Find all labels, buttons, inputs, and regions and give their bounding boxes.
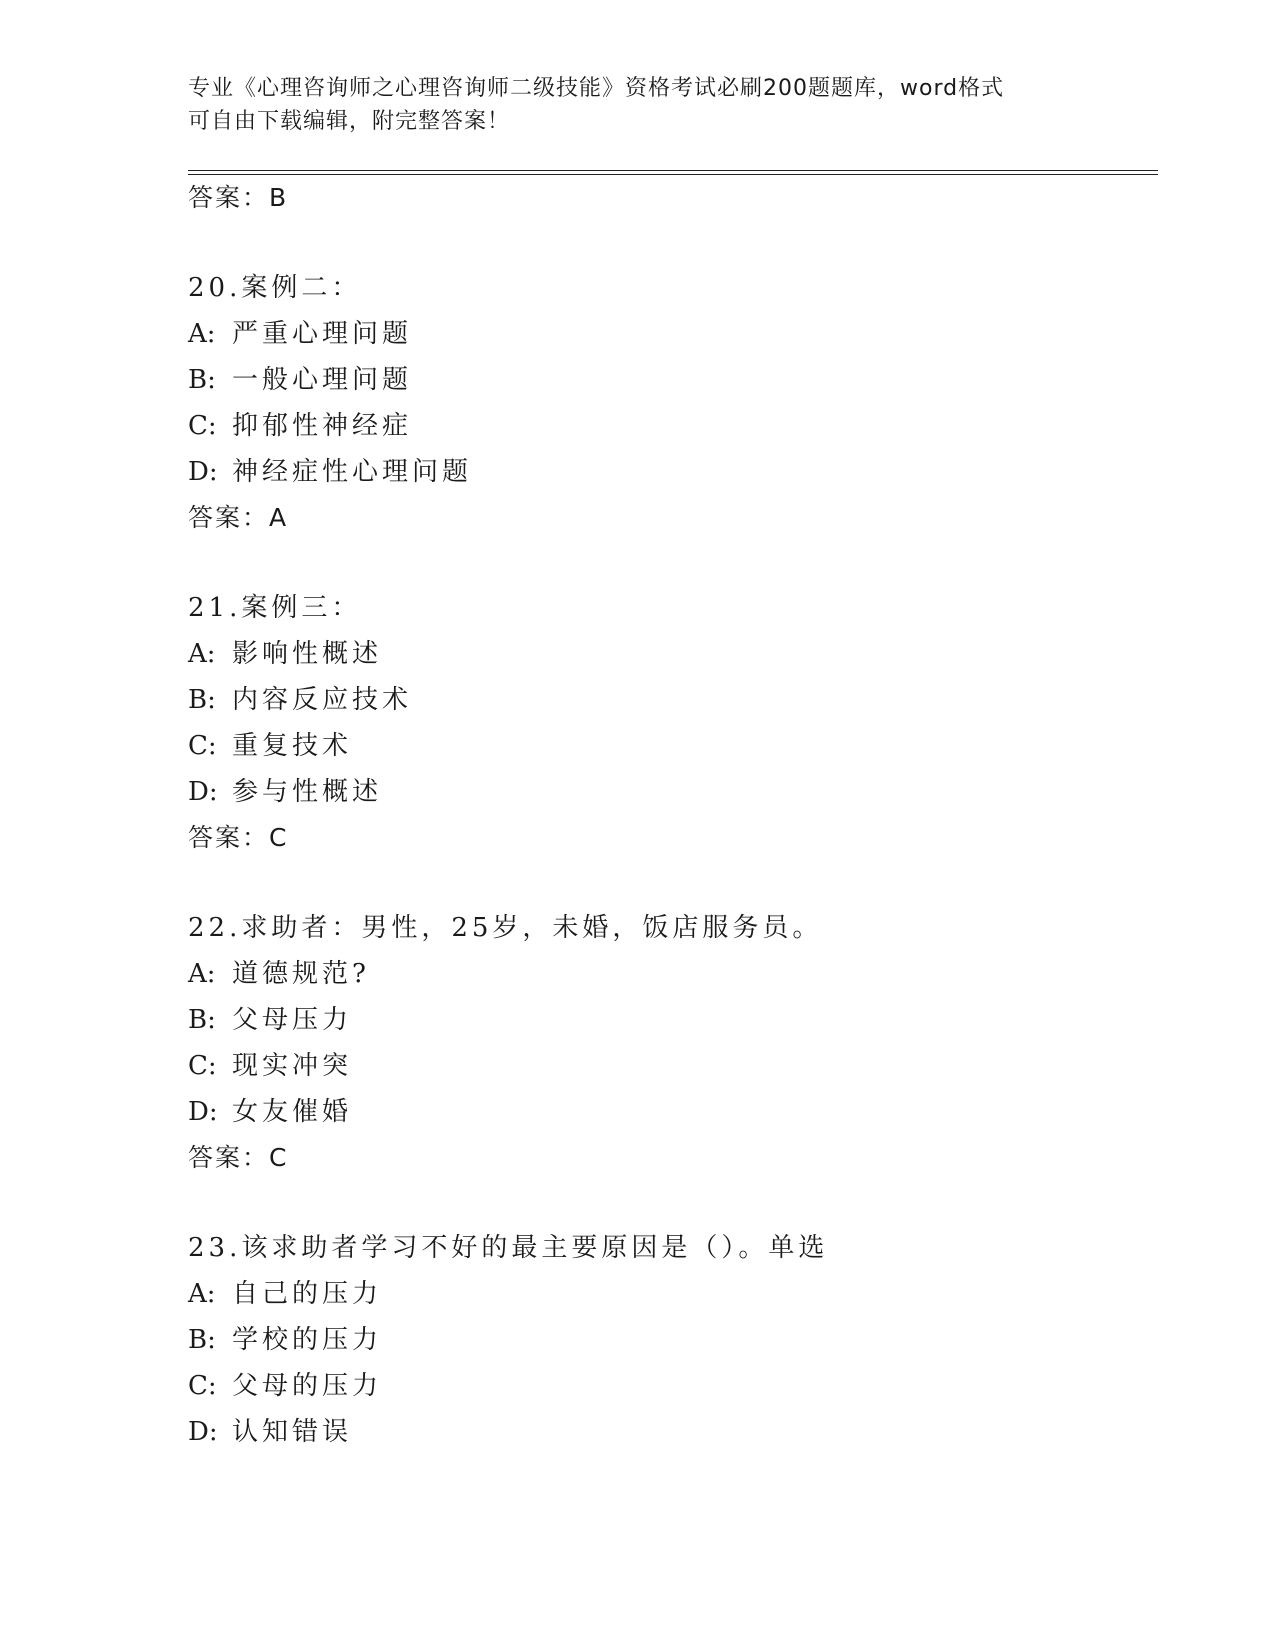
option-letter: C: xyxy=(188,411,217,441)
option-letter: C: xyxy=(188,1371,217,1401)
question-stem: 20.案例二： xyxy=(188,273,362,303)
option-letter: B: xyxy=(188,365,216,395)
option-text: 重复技术 xyxy=(232,731,353,761)
option-c xyxy=(188,723,1158,769)
document-header xyxy=(188,72,1088,138)
option-letter: A: xyxy=(188,1279,216,1309)
answer-label: 答案：A xyxy=(188,503,289,532)
option-letter: D: xyxy=(188,457,218,487)
option-letter: C: xyxy=(188,1051,217,1081)
option-text: 认知错误 xyxy=(232,1417,353,1447)
option-text: 严重心理问题 xyxy=(232,319,413,349)
option-d xyxy=(188,449,1158,495)
option-c xyxy=(188,1043,1158,1089)
option-a xyxy=(188,631,1158,677)
option-text: 父母压力 xyxy=(232,1005,353,1035)
header-line-2: 可自由下载编辑，附完整答案！ xyxy=(188,109,511,134)
question-stem: 23.该求助者学习不好的最主要原因是（）。单选 xyxy=(188,1233,829,1263)
option-letter: C: xyxy=(188,731,217,761)
option-letter: D: xyxy=(188,1417,218,1447)
option-letter: B: xyxy=(188,685,216,715)
question-23 xyxy=(188,1225,1158,1455)
option-text: 一般心理问题 xyxy=(232,365,413,395)
option-d xyxy=(188,769,1158,815)
option-text: 内容反应技术 xyxy=(232,685,413,715)
question-stem: 21.案例三： xyxy=(188,593,362,623)
option-a xyxy=(188,311,1158,357)
question-22 xyxy=(188,905,1158,1181)
option-text: 现实冲突 xyxy=(232,1051,353,1081)
option-letter: B: xyxy=(188,1005,216,1035)
option-a xyxy=(188,951,1158,997)
option-a xyxy=(188,1271,1158,1317)
option-letter: D: xyxy=(188,777,218,807)
option-text: 道德规范? xyxy=(232,959,370,989)
document-page xyxy=(188,72,1158,1455)
question-stem: 22.求助者：男性，25岁，未婚，饭店服务员。 xyxy=(188,913,823,943)
answer-label: 答案：C xyxy=(188,823,289,852)
answer-label: 答案：B xyxy=(188,183,289,212)
option-b xyxy=(188,357,1158,403)
option-letter: A: xyxy=(188,319,216,349)
option-letter: A: xyxy=(188,639,216,669)
option-text: 自己的压力 xyxy=(232,1279,383,1309)
option-c xyxy=(188,403,1158,449)
option-text: 影响性概述 xyxy=(232,639,383,669)
option-d xyxy=(188,1089,1158,1135)
option-text: 父母的压力 xyxy=(232,1371,383,1401)
answer-label: 答案：C xyxy=(188,1143,289,1172)
option-c xyxy=(188,1363,1158,1409)
option-text: 女友催婚 xyxy=(232,1097,353,1127)
option-b xyxy=(188,1317,1158,1363)
option-text: 神经症性心理问题 xyxy=(232,457,473,487)
question-20 xyxy=(188,265,1158,541)
option-d xyxy=(188,1409,1158,1455)
option-letter: D: xyxy=(188,1097,218,1127)
option-letter: A: xyxy=(188,959,216,989)
question-21 xyxy=(188,585,1158,861)
header-line-1: 专业《心理咨询师之心理咨询师二级技能》资格考试必刷200题题库，word格式 xyxy=(188,76,1005,101)
option-b xyxy=(188,997,1158,1043)
option-text: 参与性概述 xyxy=(232,777,383,807)
option-b xyxy=(188,677,1158,723)
option-letter: B: xyxy=(188,1325,216,1355)
option-text: 学校的压力 xyxy=(232,1325,383,1355)
option-text: 抑郁性神经症 xyxy=(232,411,413,441)
